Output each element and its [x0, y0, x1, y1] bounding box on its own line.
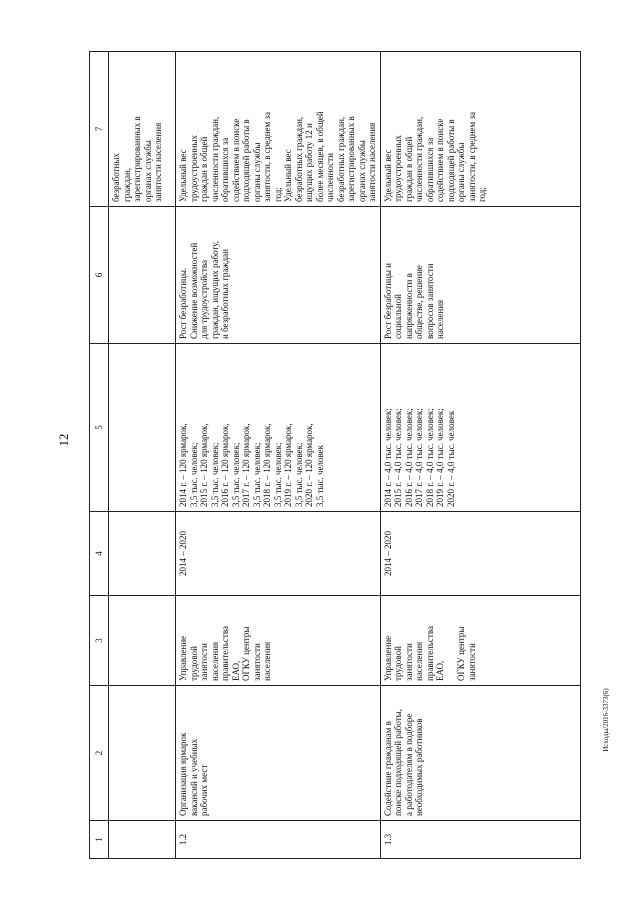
cell-relation: Удельный вес трудоустроенных граждан в общей численности граждан, обратившихся за содействием в поиске подходящей работы в органы службы занятости, в среднем за год; Удельный вес безработных граждан, ищущих работу 12 и более месяцев, в общей численности безработных граждан, зарегистрированных в органах службы занятости населения — [176, 52, 381, 207]
cell-indicators: 2014 г. – 4,0 тыс. человек; 2015 г. – 4,0 тыс. человек; 2016 г. – 4,0 тыс. человек; 2017 г. – 4,0 тыс. человек; 2018 г. – 4,0 тыс. человек; 2019 г. – 4,0 тыс. человек; 2020 г. – 4,0 тыс. человек — [380, 344, 580, 512]
header-cell-4: 4 — [90, 512, 109, 596]
rotated-table-container — [89, 52, 581, 859]
header-cell-3: 3 — [90, 596, 109, 686]
cell-empty — [109, 207, 176, 344]
cell-measure-name: Организация ярмарок вакансий и учебных рабочих мест — [176, 686, 381, 821]
cell-empty — [109, 344, 176, 512]
cell-relation-continued: безработных граждан, зарегистрированных в органах службы занятости населения — [109, 52, 176, 207]
cell-consequences: Рост безработицы. Снижение возможностей для трудоустройства граждан, ищущих работу, и безработных граждан — [176, 207, 381, 344]
table-header-row — [90, 52, 109, 859]
header-cell-5: 5 — [90, 344, 109, 512]
header-cell-2: 2 — [90, 686, 109, 821]
cell-executor: Управление трудовой занятости населения правительства ЕАО, ОГКУ центры занятости населения — [176, 596, 381, 686]
page-number: 12 — [56, 433, 71, 447]
table-row-continuation — [109, 52, 176, 859]
document-id: Исходы/2016-3373(6) — [602, 688, 610, 752]
cell-empty — [109, 686, 176, 821]
cell-number: 1.3 — [380, 821, 580, 859]
cell-number: 1.2 — [176, 821, 381, 859]
header-cell-6: 6 — [90, 207, 109, 344]
header-cell-7: 7 — [90, 52, 109, 207]
cell-empty — [109, 821, 176, 859]
table-row — [176, 52, 381, 859]
program-table — [89, 51, 581, 859]
cell-consequences: Рост безработицы и социальной напряженности в обществе, решение вопросов занятости населения — [380, 207, 580, 344]
cell-measure-name: Содействие гражданам в поиске подходящей работы, а работодателям в подборе необходимых работников — [380, 686, 580, 821]
cell-period: 2014 – 2020 — [176, 512, 381, 596]
cell-period: 2014 – 2020 — [380, 512, 580, 596]
cell-empty — [109, 512, 176, 596]
cell-empty — [109, 596, 176, 686]
cell-relation: Удельный вес трудоустроенных граждан в общей численности граждан, обратившихся за содействием в поиске подходящей работы в органы службы занятости, в среднем за год; — [380, 52, 580, 207]
cell-executor: Управление трудовой занятости населения правительства ЕАО, ОГКУ центры занятости — [380, 596, 580, 686]
table-row — [380, 52, 580, 859]
cell-indicators: 2014 г. – 120 ярмарок, 3,5 тыс. человек; 2015 г. – 120 ярмарок, 3,5 тыс. человек; 2016 г. – 120 ярмарок, 3,5 тыс. человек; 2017 г. – 120 ярмарок, 3,5 тыс. человек; 2018 г. – 120 ярмарок, 3,5 тыс. человек; 2019 г. – 120 ярмарок, 3,5 тыс. человек; 2020 г. – 120 ярмарок, 3,5 тыс. человек — [176, 344, 381, 512]
header-cell-1: 1 — [90, 821, 109, 859]
